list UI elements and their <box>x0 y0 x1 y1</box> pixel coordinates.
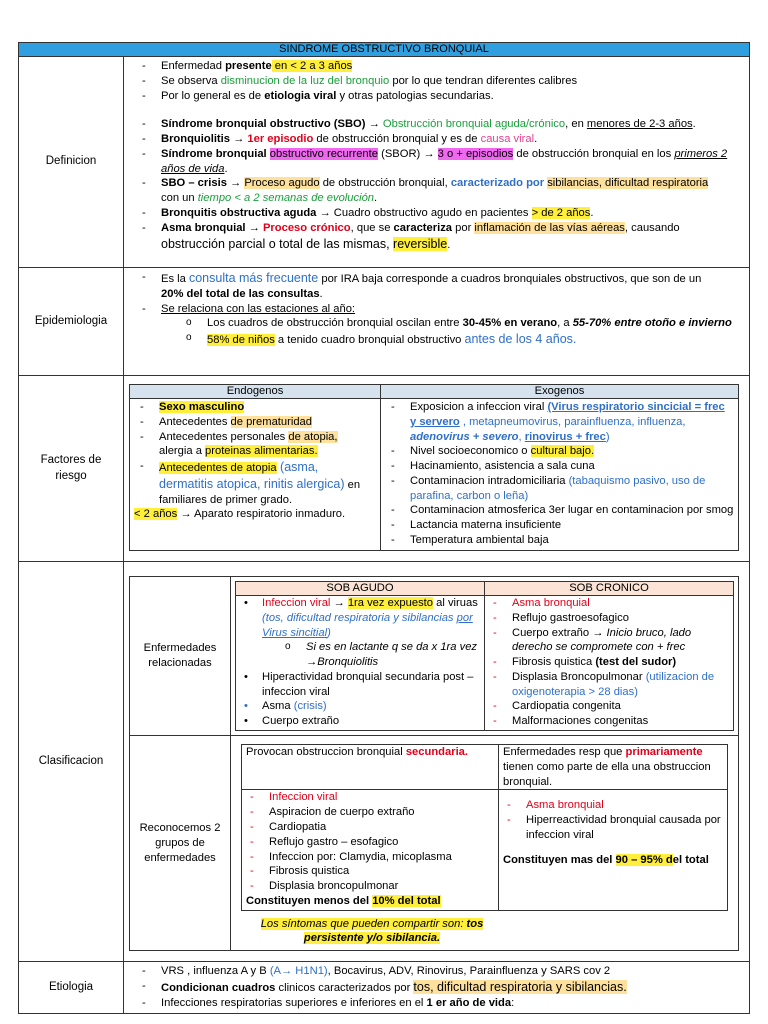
factores-content <box>124 376 750 562</box>
list-item: • Infeccion viral → 1ra vez expuesto al viruas (tos, dificultad respiratoria y sibilancias por Virus sincitial) o Si es en lactante q se da x 1ra vez →Bronquiolitis <box>236 596 480 670</box>
list-item: - VRS , influenza A y B (A→ H1N1), Bocavirus, ADV, Rinovirus, Parainfluenza y SARS cov 2 <box>134 964 743 979</box>
list-item: • Asma (crisis) <box>236 699 480 714</box>
list-item: • Hiperactividad bronquial secundaria post – infeccion viral <box>236 670 480 700</box>
list-item: - Bronquiolitis → 1er episodio de obstrucción bronquial y es de causa viral. <box>134 132 743 147</box>
list-item: - Síndrome bronquial obstructivo (SBO) → Obstrucción bronquial aguda/crónico, en menores de 2-3 años. <box>134 117 743 132</box>
list-item: - Asma bronquial → Proceso crónico, que se caracteriza por inflamación de las vías aéreas, causando obstrucción parcial o total de las mismas, reversible. <box>134 221 743 253</box>
list-item: - Infecciones respiratorias superiores e inferiores en el 1 er año de vida: <box>134 996 743 1011</box>
list-item: - Temperatura ambiental baja <box>383 533 734 548</box>
grupos-enfermedades-label: Reconocemos 2 grupos de enfermedades <box>130 736 231 951</box>
list-item: • Cuerpo extraño <box>236 714 480 729</box>
list-item: - Antecedentes de prematuridad <box>132 415 374 430</box>
definicion-content <box>124 57 750 268</box>
list-item: - Cardiopatia <box>242 820 494 835</box>
list-item: - Nivel socioeconomico o cultural bajo. <box>383 444 734 459</box>
column-header-secundaria: Provocan obstruccion bronquial secundaria. <box>242 745 499 790</box>
etiologia-content <box>124 962 750 1013</box>
list-item: o 58% de niños a tenido cuadro bronquial obstructivo antes de los 4 años. <box>184 331 743 348</box>
column-header-sob-agudo: SOB AGUDO <box>236 582 485 596</box>
list-item: o Los cuadros de obstrucción bronquial oscilan entre 30-45% en verano, a 55-70% entre otoño e invierno <box>184 316 743 331</box>
column-header-sob-cronico: SOB CRONICO <box>485 582 734 596</box>
list-item: - Se relaciona con las estaciones al año: <box>134 302 743 317</box>
list-item: - Contaminacion intradomiciliaria (tabaquismo pasivo, uso de parafina, carbon o leña) <box>383 474 734 504</box>
list-item: - Fibrosis quistica (test del sudor) <box>485 655 729 670</box>
exogenos-list <box>381 399 739 551</box>
factores-table <box>129 384 739 551</box>
list-item: - Infeccion viral <box>242 790 494 805</box>
list-item: - SBO – crisis → Proceso agudo de obstrucción bronquial, caracterizado por sibilancias, dificultad respiratoria con un tiempo < a 2 semanas de evolución. <box>134 176 743 206</box>
primaria-list <box>499 790 728 910</box>
list-item: - Por lo general es de etiologia viral y otras patologias secundarias. <box>134 89 743 104</box>
list-item: - Bronquitis obstructiva aguda → Cuadro obstructivo agudo en pacientes > de 2 años. <box>134 206 743 221</box>
list-item: - Síndrome bronquial obstructivo recurrente (SBOR) → 3 o + episodios de obstrucción bronquial en los primeros 2 años de vida. <box>134 147 743 177</box>
list-item: < 2 años → Aparato respiratorio inmaduro. <box>134 508 346 521</box>
secundaria-list <box>242 790 499 910</box>
list-item: - Fibrosis quistica <box>242 864 494 879</box>
list-item: - Asma bronquial <box>485 596 729 611</box>
list-item: - Es la consulta más frecuente por IRA baja corresponde a cuadros bronquiales obstructivos, que son de un 20% del total de las consultas. <box>134 270 743 302</box>
section-label-factores: Factores de riesgo <box>19 376 124 562</box>
column-header-primaria: Enfermedades resp que primariamente tienen como parte de ella una obstruccion bronquial. <box>499 745 728 790</box>
list-item: - Hiperreactividad bronquial causada por infeccion viral <box>499 813 723 843</box>
document-title: SINDROME OBSTRUCTIVO BRONQUIAL <box>19 43 750 57</box>
sob-table <box>235 581 734 731</box>
list-item: - Displasia Broncopulmonar (utilizacion de oxigenoterapia > 28 dias) <box>485 670 729 700</box>
epidemiologia-content <box>124 268 750 376</box>
clasificacion-content <box>124 562 750 962</box>
list-item: - Se observa disminucion de la luz del bronquio por lo que tendran diferentes calibres <box>134 74 743 89</box>
list-item: - Infeccion por: Clamydia, micoplasma <box>242 850 494 865</box>
endogenos-list <box>130 399 381 551</box>
list-item: - Lactancia materna insuficiente <box>383 518 734 533</box>
secundaria-total: Constituyen menos del 10% del total <box>246 894 441 907</box>
list-item: - Antecedentes personales de atopia, alergia a proteinas alimentarias. <box>132 430 374 460</box>
list-item: - Antecedentes de atopia (asma, dermatitis atopica, rinitis alergica) en familiares de primer grado. <box>132 459 374 507</box>
list-item: - Hacinamiento, asistencia a sala cuna <box>383 459 734 474</box>
section-label-clasificacion: Clasificacion <box>19 562 124 962</box>
column-header-exogenos: Exogenos <box>381 385 739 399</box>
list-item: - Enfermedad presente en < 2 a 3 años <box>134 59 743 74</box>
sob-cronico-list <box>485 596 734 731</box>
grupos-table <box>241 744 728 911</box>
list-item: - Cuerpo extraño → Inicio bruco, lado derecho se compromete con + frec <box>485 626 729 656</box>
section-label-definicion: Definicion <box>19 57 124 268</box>
list-item: - Malformaciones congenitas <box>485 714 729 729</box>
enfermedades-relacionadas-label: Enfermedades relacionadas <box>130 577 231 736</box>
sob-subtable-cell <box>231 577 739 736</box>
column-header-endogenos: Endogenos <box>130 385 381 399</box>
list-item: - Asma bronquial <box>499 798 723 813</box>
list-item: - Contaminacion atmosferica 3er lugar en contaminacion por smog <box>383 503 734 518</box>
list-item: - Reflujo gastroesofagico <box>485 611 729 626</box>
list-item: - Reflujo gastro – esofagico <box>242 835 494 850</box>
list-item: - Condicionan cuadros clinicos caracterizados por tos, dificultad respiratoria y sibilancias. <box>134 979 743 996</box>
list-item: o Si es en lactante q se da x 1ra vez →Bronquiolitis <box>285 641 478 669</box>
sob-agudo-list <box>236 596 485 731</box>
summary-table <box>18 42 750 1014</box>
shared-symptoms-note: Los síntomas que pueden compartir son: tos persistente y/o sibilancia. <box>260 917 484 945</box>
list-item: - Aspiracion de cuerpo extraño <box>242 805 494 820</box>
section-label-epidemiologia: Epidemiologia <box>19 268 124 376</box>
list-item: - Displasia broncopulmonar <box>242 879 494 894</box>
list-item: - Sexo masculino <box>132 400 374 415</box>
primaria-total: Constituyen mas del 90 – 95% del total <box>503 853 709 866</box>
section-label-etiologia: Etiologia <box>19 962 124 1013</box>
list-item: - Exposicion a infeccion viral (Virus respiratorio sincicial = frec y servero , metapneumovirus, parainfluenza, influenza, adenovirus + severo, rinovirus + frec) <box>383 400 734 444</box>
list-item: - Cardiopatia congenita <box>485 699 729 714</box>
grupos-subtable-cell <box>231 736 739 951</box>
clasificacion-table <box>129 576 739 951</box>
